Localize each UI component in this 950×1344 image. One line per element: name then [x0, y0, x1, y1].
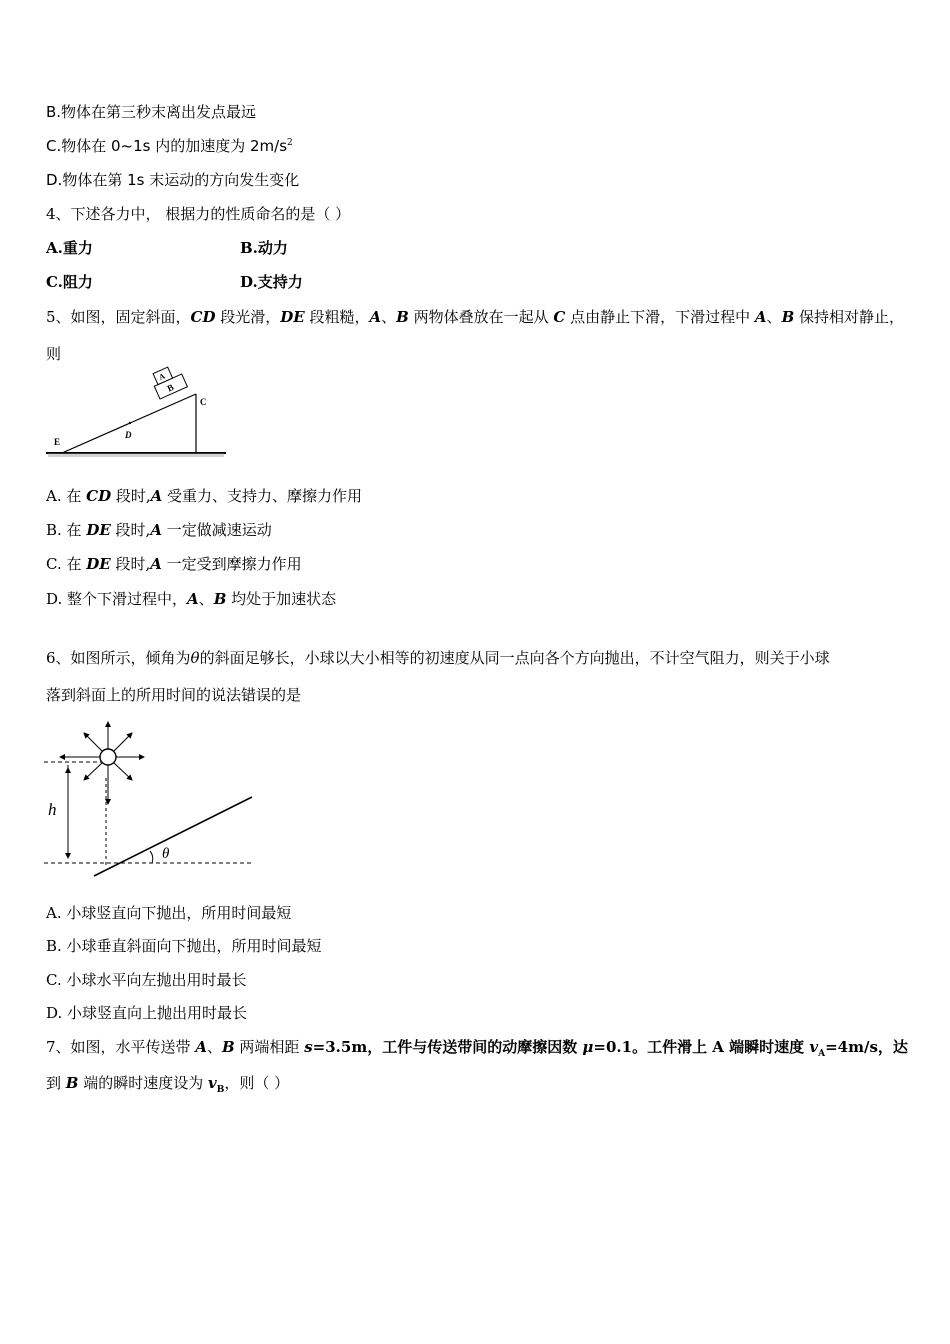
point-e-label: E [54, 437, 61, 447]
q5-option-c [46, 554, 302, 574]
ground-hatching [48, 454, 224, 456]
q6-text: 的是 [271, 686, 302, 704]
q7-stem-line1 [46, 1037, 908, 1057]
q5-text: 、 [766, 308, 782, 326]
q5-opt-text: 段时, [110, 555, 151, 573]
q6-stem-line1 [46, 648, 830, 668]
q5-opt-text: 受重力、支持力、摩擦力作用 [162, 487, 363, 505]
q5-a: A [369, 308, 382, 326]
q4-option-b: B.动力 [240, 239, 288, 257]
q6-option-a: A. 小球竖直向下抛出，所用时间最短 [46, 904, 292, 922]
q3-option-d: D.物体在第 1s 末运动的方向发生变化 [46, 171, 300, 189]
q5-option-a [46, 486, 362, 506]
q5-opt-text: 均处于加速状态 [226, 590, 337, 608]
block-b-label: B [165, 382, 176, 394]
q6-stem-line2 [46, 685, 301, 705]
q7-text: 两端相距 [234, 1038, 305, 1056]
q5-opt-var: A [187, 590, 199, 608]
q6-text: 落到斜面上的所用时间的说法 [46, 686, 242, 704]
q7-text: 端的瞬时速度设为 [78, 1074, 209, 1092]
q5-stem-line1 [46, 307, 904, 327]
q7-text: ，则（ ） [224, 1074, 290, 1092]
q5-a: A [754, 308, 767, 326]
q5-text: 段光滑， [215, 308, 281, 326]
q5-text: 保持相对静止， [794, 308, 905, 326]
q5-de: DE [280, 308, 305, 326]
incline-figure [44, 371, 234, 465]
q6-option-c: C. 小球水平向左抛出用时最长 [46, 971, 247, 989]
angle-arc [150, 851, 153, 863]
q7-var: μ [582, 1038, 594, 1056]
q5-opt-var: CD [86, 487, 112, 505]
q6-option-b: B. 小球垂直斜面向下抛出，所用时间最短 [46, 937, 322, 955]
q5-text: 点由静止下滑，下滑过程中 [565, 308, 755, 326]
q7-text: 、 [206, 1038, 222, 1056]
q5-stem-line2: 则 [46, 345, 62, 363]
q6-emphasis: 错误 · · [241, 686, 271, 704]
q5-text: 、 [381, 308, 397, 326]
q7-text: =4m/s，达 [825, 1038, 908, 1056]
block-a-label: A [157, 371, 167, 383]
q5-text: 两物体叠放在一起从 [408, 308, 554, 326]
q7-text: 7、如图，水平传送带 [46, 1038, 196, 1056]
q3-option-b: B.物体在第三秒末离出发点最远 [46, 103, 257, 121]
q5-opt-text: A. 在 [46, 487, 87, 505]
q5-c: C [553, 308, 566, 326]
block-b [149, 363, 187, 399]
q7-var: v [208, 1074, 217, 1092]
ball [100, 749, 116, 765]
q3-option-c-text: C.物体在 0~1s 内的加速度为 2m/s [46, 137, 288, 155]
q5-opt-var: DE [86, 555, 111, 573]
q7-text: =3.5m，工件与传送带间的动摩擦因数 [312, 1038, 583, 1056]
q6-theta: θ [190, 649, 200, 667]
q5-b: B [781, 308, 795, 326]
q7-var: s [304, 1038, 313, 1056]
theta-label: θ [162, 846, 170, 862]
q5-option-d [46, 589, 336, 609]
q6-text: 6、如图所示，倾角为 [46, 649, 191, 667]
projectile-figure [40, 718, 260, 878]
q6-text: 的斜面足够长，小球以大小相等的初速度从同一点向各个方向抛出，不计空气阻力，则关于小球 [199, 649, 830, 667]
q5-b: B [396, 308, 409, 326]
q7-sub: A [818, 1049, 826, 1059]
q5-opt-var: A [150, 487, 163, 505]
q5-opt-text: B. 在 [46, 521, 87, 539]
q7-var: A [195, 1038, 207, 1056]
q5-opt-text: D. 整个下滑过程中， [46, 590, 188, 608]
point-c-label: C [200, 397, 207, 407]
q5-opt-var: DE [86, 521, 111, 539]
q5-opt-text: 段时, [111, 487, 151, 505]
q4-option-a: A.重力 [46, 239, 93, 257]
q7-stem-line2 [46, 1073, 289, 1093]
point-d-dot [129, 422, 131, 424]
q7-var: B [65, 1074, 79, 1092]
q5-opt-text: 段时, [110, 521, 151, 539]
q5-opt-text: C. 在 [46, 555, 87, 573]
q5-opt-var: A [150, 521, 162, 539]
q3-option-c [46, 136, 293, 156]
q5-option-b [46, 520, 272, 540]
q5-text: 段粗糙， [304, 308, 370, 326]
q7-var: v [809, 1038, 819, 1056]
q5-text: 5、如图，固定斜面， [46, 308, 191, 326]
q3-option-c-sup: 2 [287, 138, 293, 148]
q7-sub: B [216, 1085, 225, 1095]
q5-cd: CD [190, 308, 216, 326]
q6-option-d: D. 小球竖直向上抛出用时最长 [46, 1004, 248, 1022]
q7-var: B [221, 1038, 235, 1056]
slope-line [94, 797, 252, 876]
q5-opt-text: 、 [198, 590, 214, 608]
h-label: h [48, 800, 57, 819]
q5-opt-text: 一定做减速运动 [161, 521, 272, 539]
q4-stem: 4、下述各力中， 根据力的性质命名的是（ ） [46, 205, 351, 223]
q5-opt-var: B [213, 590, 227, 608]
q4-option-c: C.阻力 [46, 273, 93, 291]
q5-opt-text: 一定受到摩擦力作用 [161, 555, 302, 573]
q4-option-d: D.支持力 [240, 273, 303, 291]
q5-opt-var: A [150, 555, 162, 573]
q7-text: 到 [46, 1074, 66, 1092]
q7-text: =0.1。工件滑上 A 端瞬时速度 [593, 1038, 810, 1056]
point-d-label: D [125, 430, 132, 440]
